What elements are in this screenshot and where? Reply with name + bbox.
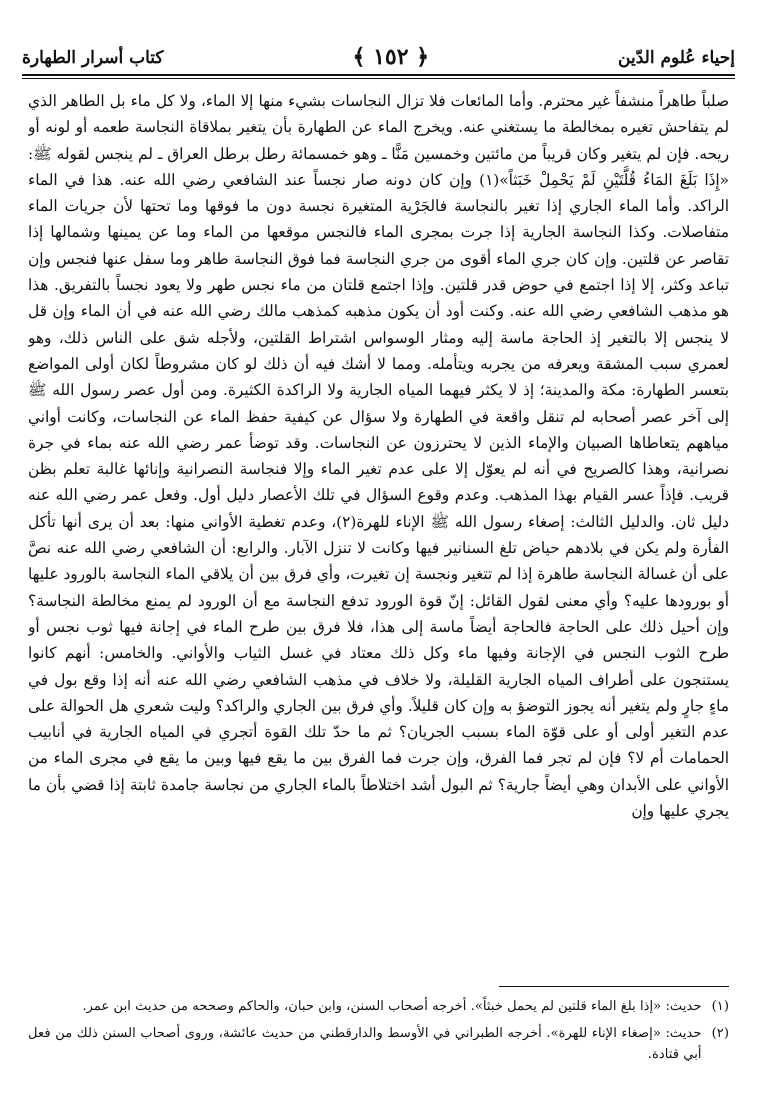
footnotes (28, 996, 729, 1071)
book-title: إحياء عُلوم الدّين (618, 48, 735, 68)
footnote-text: حديث: «إصغاء الإناء للهرة». أخرجه الطبراني في الأوسط والدارقطني من حديث عائشة، وروى أصحاب السنن ذلك من فعل أبي قتادة. (28, 1026, 702, 1062)
footnote-number: (١) (711, 999, 729, 1014)
chapter-title: كتاب أسرار الطهارة (22, 48, 164, 68)
footnote-number: (٢) (711, 1026, 729, 1041)
footnote (28, 1023, 729, 1065)
footnote (28, 996, 729, 1017)
header-rule (22, 74, 735, 76)
page-number: ﴿ ١٥٢ ﴾ (352, 44, 430, 70)
header-rule-thin (22, 78, 735, 79)
page-header (22, 36, 735, 72)
footnote-separator (499, 986, 729, 987)
footnote-text: حديث: «إذا بلغ الماء قلتين لم يحمل خبثاً». أخرجه أصحاب السنن، وابن حبان، والحاكم وصححه من حديث ابن عمر. (82, 999, 702, 1014)
main-text (28, 88, 729, 968)
body-paragraph: صلباً طاهراً منشفاً غير محترم. وأما المائعات فلا تزال النجاسات بشيء منها إلا الماء، ولا كل ماء بل الطاهر الذي لم يتفاحش تغيره بمخالطة ما يستغني عنه. ويخرج الماء عن الطهارة بأن يتغير بملاقاة النجاسة طعمه أو لونه أو ريحه. فإن لم يتغير وكان قريباً من مائتين وخمسين مَنًّا ـ وهو خمسمائة رطل برطل العراق ـ لم ينجس لقوله ﷺ: «إِذَا بَلَغَ المَاءُ قُلَّتَيْنِ لَمْ يَحْمِلْ خَبَثاً»(١) وإن كان دونه صار نجساً عند الشافعي رضي الله عنه. هذا في الماء الراكد. وأما الماء الجاري إذا تغير بالنجاسة فالجَرْية المتغيرة نجسة دون ما فوقها وما تحتها لأن جريات الماء متفاصلات. وكذا النجاسة الجارية إذا جرت بمجرى الماء فالنجس موقعها من الماء وما عن يمينها وشمالها إذا تقاصر عن قلتين. وإن كان جري الماء أقوى من جري النجاسة فما فوق النجاسة طاهر وما سفل عنها فنجس وإن تباعد وكثر، إلا إذا اجتمع في حوض قدر قلتين. وإذا اجتمع قلتان من ماء نجس طهر ولا يعود نجساً بالتفريق. هذا هو مذهب الشافعي رضي الله عنه. وكنت أود أن يكون مذهبه كمذهب مالك رضي الله عنه في أن الماء وإن قل لا ينجس إلا بالتغير إذ الحاجة ماسة إليه ومثار الوسواس اشتراط القلتين، ولأجله شق على الناس ذلك، وهو لعمري سبب المشقة ويعرفه من يجربه ويتأمله. ومما لا أشك فيه أن ذلك لو كان مشروطاً لكان أولى المواضع بتعسر الطهارة: مكة والمدينة؛ إذ لا يكثر فيهما المياه الجارية ولا الراكدة الكثيرة. ومن أول عصر رسول الله ﷺ إلى آخر عصر أصحابه لم تنقل واقعة في الطهارة ولا سؤال عن كيفية حفظ الماء عن النجاسات، وكانت أواني مياههم يتعاطاها الصبيان والإماء الذين لا يحترزون عن النجاسات. وقد توضأ عمر رضي الله عنه بماء في جرة نصرانية، وهذا كالصريح في أنه لم يعوّل إلا على عدم تغير الماء وإلا فنجاسة النصرانية وإنائها غالبة تعلم بظن قريب. فإذاً عسر القيام بهذا المذهب. وعدم وقوع السؤال في تلك الأعصار دليل أول. وفعل عمر رضي الله عنه دليل ثان. والدليل الثالث: إصغاء رسول الله ﷺ الإناء للهرة(٢)، وعدم تغطية الأواني منها: بعد أن يرى أنها تأكل الفأرة ولم يكن في بلادهم حياض تلغ السنانير فيها وكانت لا تنزل الآبار. والرابع: أن الشافعي رضي الله عنه نصَّ على أن غسالة النجاسة طاهرة إذا لم تتغير ونجسة إن تغيرت، وأي فرق بين أن يلاقي الماء النجاسة بالورود عليها أو بورودها عليه؟ وأي معنى لقول القائل: إنّ قوة الورود تدفع النجاسة مع أن الورود لم يمنع مخالطة النجاسة؟ وإن أحيل ذلك على الحاجة فالحاجة أيضاً ماسة إلى هذا، فلا فرق بين طرح الماء في إجانة فيها ثوب نجس أو طرح الثوب النجس في الإجانة وفيها ماء وكل ذلك معتاد في غسل الثياب والأواني. والخامس: أنهم كانوا يستنجون على أطراف المياه الجارية القليلة، ولا خلاف في مذهب الشافعي رضي الله عنه أنه إذا وقع بول في ماءٍ جارٍ ولم يتغير أنه يجوز التوضؤ به وإن كان قليلاً. وأي فرق بين الجاري والراكد؟ وليت شعري هل الحوالة على عدم التغير أولى أو على قوّة الماء بسبب الجريان؟ ثم ما حدّ تلك القوة أتجري في المياه الجارية في أنابيب الحمامات أم لا؟ فإن لم تجر فما الفرق، وإن جرت فما الفرق بين ما يقع فيها وبين ما يقع في مجرى الماء من الأواني على الأبدان وهي أيضاً جارية؟ ثم البول أشد اختلاطاً بالماء الجاري من نجاسة جامدة ثابتة إذا قضي بأن ما يجري عليها وإن (28, 92, 729, 821)
